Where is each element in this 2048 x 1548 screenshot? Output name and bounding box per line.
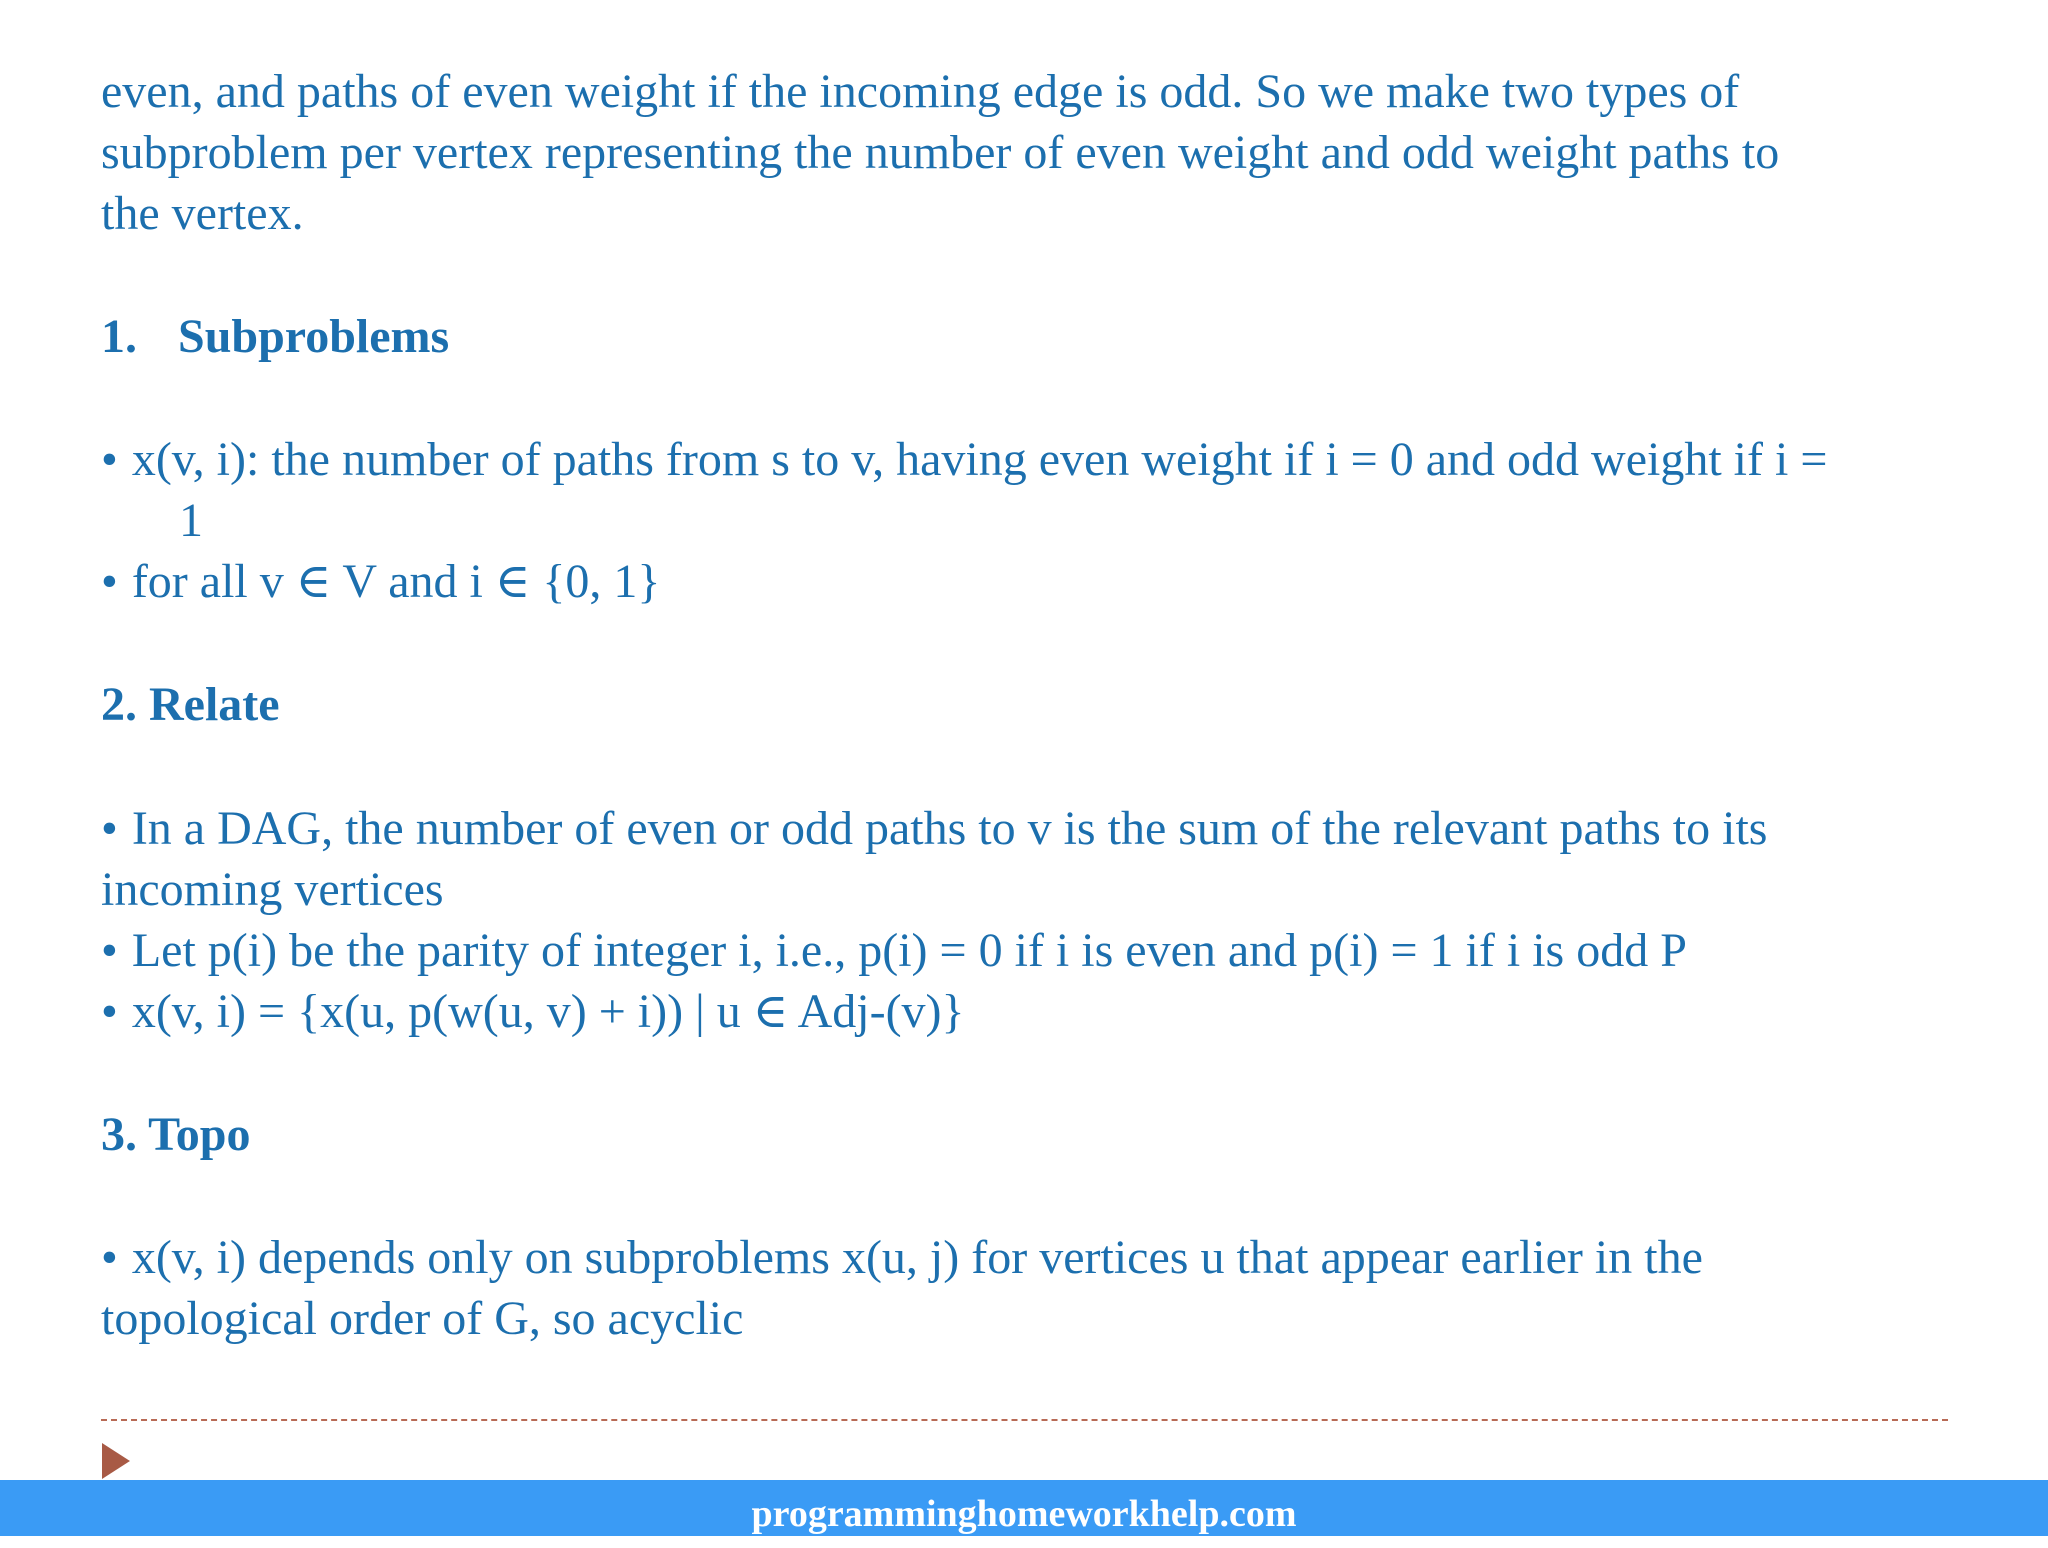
subproblems-bullet-1-continued: 1: [179, 494, 203, 547]
section-heading-subproblems: [101, 307, 449, 367]
intro-line-3: the vertex.: [101, 187, 304, 240]
topo-bullet-1-continued: topological order of G, so acyclic: [101, 1292, 744, 1345]
relate-bullet-2: • Let p(i) be the parity of integer i, i.e., p(i) = 0 if i is even and p(i) = 1 if i is odd P: [101, 921, 1687, 981]
topo-bullet-1: • x(v, i) depends only on subproblems x(u, j) for vertices u that appear earlier in the: [101, 1228, 1703, 1288]
subproblems-bullet-2: • for all v ∈ V and i ∈ {0, 1}: [101, 552, 660, 612]
play-arrow-icon: [102, 1443, 130, 1479]
subproblems-bullet-1: • x(v, i): the number of paths from s to v, having even weight if i = 0 and odd weight if i =: [101, 430, 1827, 490]
intro-line-2: subproblem per vertex representing the number of even weight and odd weight paths to: [101, 126, 1780, 179]
section-heading-topo: 3. Topo: [101, 1108, 251, 1161]
relate-bullet-3: • x(v, i) = {x(u, p(w(u, v) + i)) | u ∈ Adj-(v)}: [101, 982, 965, 1042]
section-heading-relate: 2. Relate: [101, 678, 280, 731]
footer-site-link[interactable]: programminghomeworkhelp.com: [751, 1493, 1297, 1535]
relate-bullet-1: • In a DAG, the number of even or odd paths to v is the sum of the relevant paths to its: [101, 799, 1767, 859]
dashed-divider: [101, 1419, 1948, 1421]
relate-bullet-1-continued: incoming vertices: [101, 863, 444, 916]
section-title: Subproblems: [178, 310, 450, 363]
intro-line-1: even, and paths of even weight if the incoming edge is odd. So we make two types of: [101, 65, 1740, 118]
section-number: 1.: [101, 310, 137, 363]
